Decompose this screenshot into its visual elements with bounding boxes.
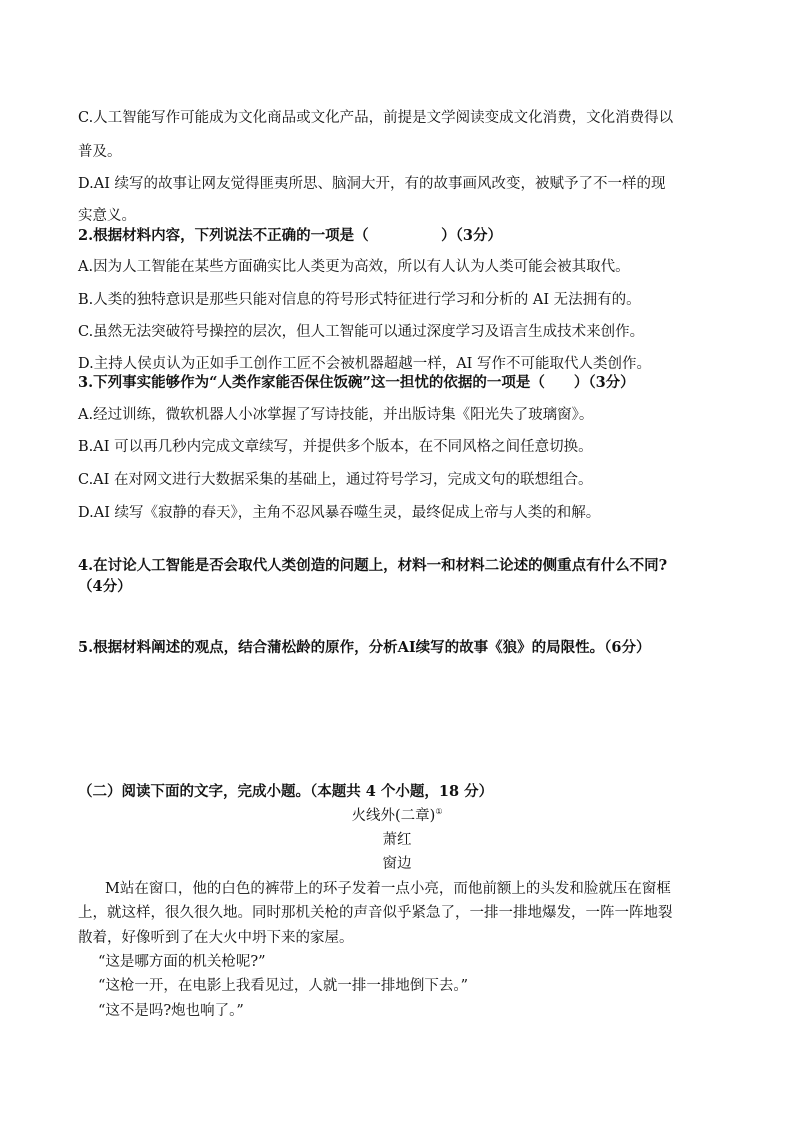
question-3-option-c: C.AI 在对网文进行大数据采集的基础上，通过符号学习，完成文句的联想组合。 <box>78 472 593 488</box>
question-2-option-c: C.虽然无法突破符号操控的层次，但人工智能可以通过深度学习及语言生成技术来创作。 <box>78 324 645 340</box>
question-3-option-d: D.AI 续写《寂静的春天》，主角不忍风暴吞噬生灵，最终促成上帝与人类的和解。 <box>78 505 601 521</box>
section-2-header: （二）阅读下面的文字，完成小题。（本题共 4 个小题，18 分） <box>78 783 494 800</box>
question-4-line1: 4.在讨论人工智能是否会取代人类创造的问题上，材料一和材料二论述的侧重点有什么不同? <box>78 557 668 574</box>
dialog-line: “这不是吗?炮也响了。” <box>98 1003 244 1019</box>
passage-author: 萧红 <box>382 832 412 848</box>
dialog-line: “这枪一开，在电影上我看见过，人就一排一排地倒下去。” <box>98 978 469 994</box>
option-d-line2: 实意义。 <box>78 208 136 224</box>
question-2-option-d: D.主持人侯贞认为正如手工创作工匠不会被机器超越一样，AI 写作不可能取代人类创作。 <box>78 356 652 372</box>
question-4-line2: （4分） <box>78 578 132 595</box>
question-2-option-b: B.人类的独特意识是那些只能对信息的符号形式特征进行学习和分析的 AI 无法拥有的。 <box>78 292 641 308</box>
question-3-option-a: A.经过训练，微软机器人小冰掌握了写诗技能，并出版诗集《阳光失了玻璃窗》。 <box>78 407 594 423</box>
passage-title-text: 火线外(二章) <box>351 807 436 824</box>
question-2-stem: 2.根据材料内容，下列说法不正确的一项是（ ）（3分） <box>78 227 502 244</box>
option-c-line1: C.人工智能写作可能成为文化商品或文化产品，前提是文学阅读变成文化消费，文化消费得以 <box>78 110 674 126</box>
paragraph-line: M站在窗口，他的白色的裤带上的环子发着一点小亮，而他前额上的头发和脸就压在窗框 <box>105 881 671 897</box>
passage-title <box>0 808 794 823</box>
option-d-line1: D.AI 续写的故事让网友觉得匪夷所思、脑洞大开，有的故事画风改变，被赋予了不一样的现 <box>78 176 666 192</box>
option-c-line2: 普及。 <box>78 144 122 160</box>
question-2-option-a: A.因为人工智能在某些方面确实比人类更为高效，所以有人认为人类可能会被其取代。 <box>78 259 630 275</box>
paragraph-line: 散着，好像听到了在大火中坍下来的家屋。 <box>78 930 354 946</box>
question-3-option-b: B.AI 可以再几秒内完成文章续写，并提供多个版本，在不同风格之间任意切换。 <box>78 439 593 455</box>
question-3-stem: 3.下列事实能够作为“人类作家能否保住饭碗”这一担忧的依据的一项是（ ）（3分） <box>78 374 635 391</box>
question-5: 5.根据材料阐述的观点，结合蒲松龄的原作，分析AI续写的故事《狼》的局限性。（6分） <box>78 639 651 656</box>
dialog-line: “这是哪方面的机关枪呢?” <box>98 954 266 970</box>
paragraph-line: 上，就这样，很久很久地。同时那机关枪的声音似乎紧急了，一排一排地爆发，一阵一阵地裂 <box>78 905 673 921</box>
passage-subtitle: 窗边 <box>382 856 412 872</box>
footnote-marker: ① <box>435 807 443 816</box>
